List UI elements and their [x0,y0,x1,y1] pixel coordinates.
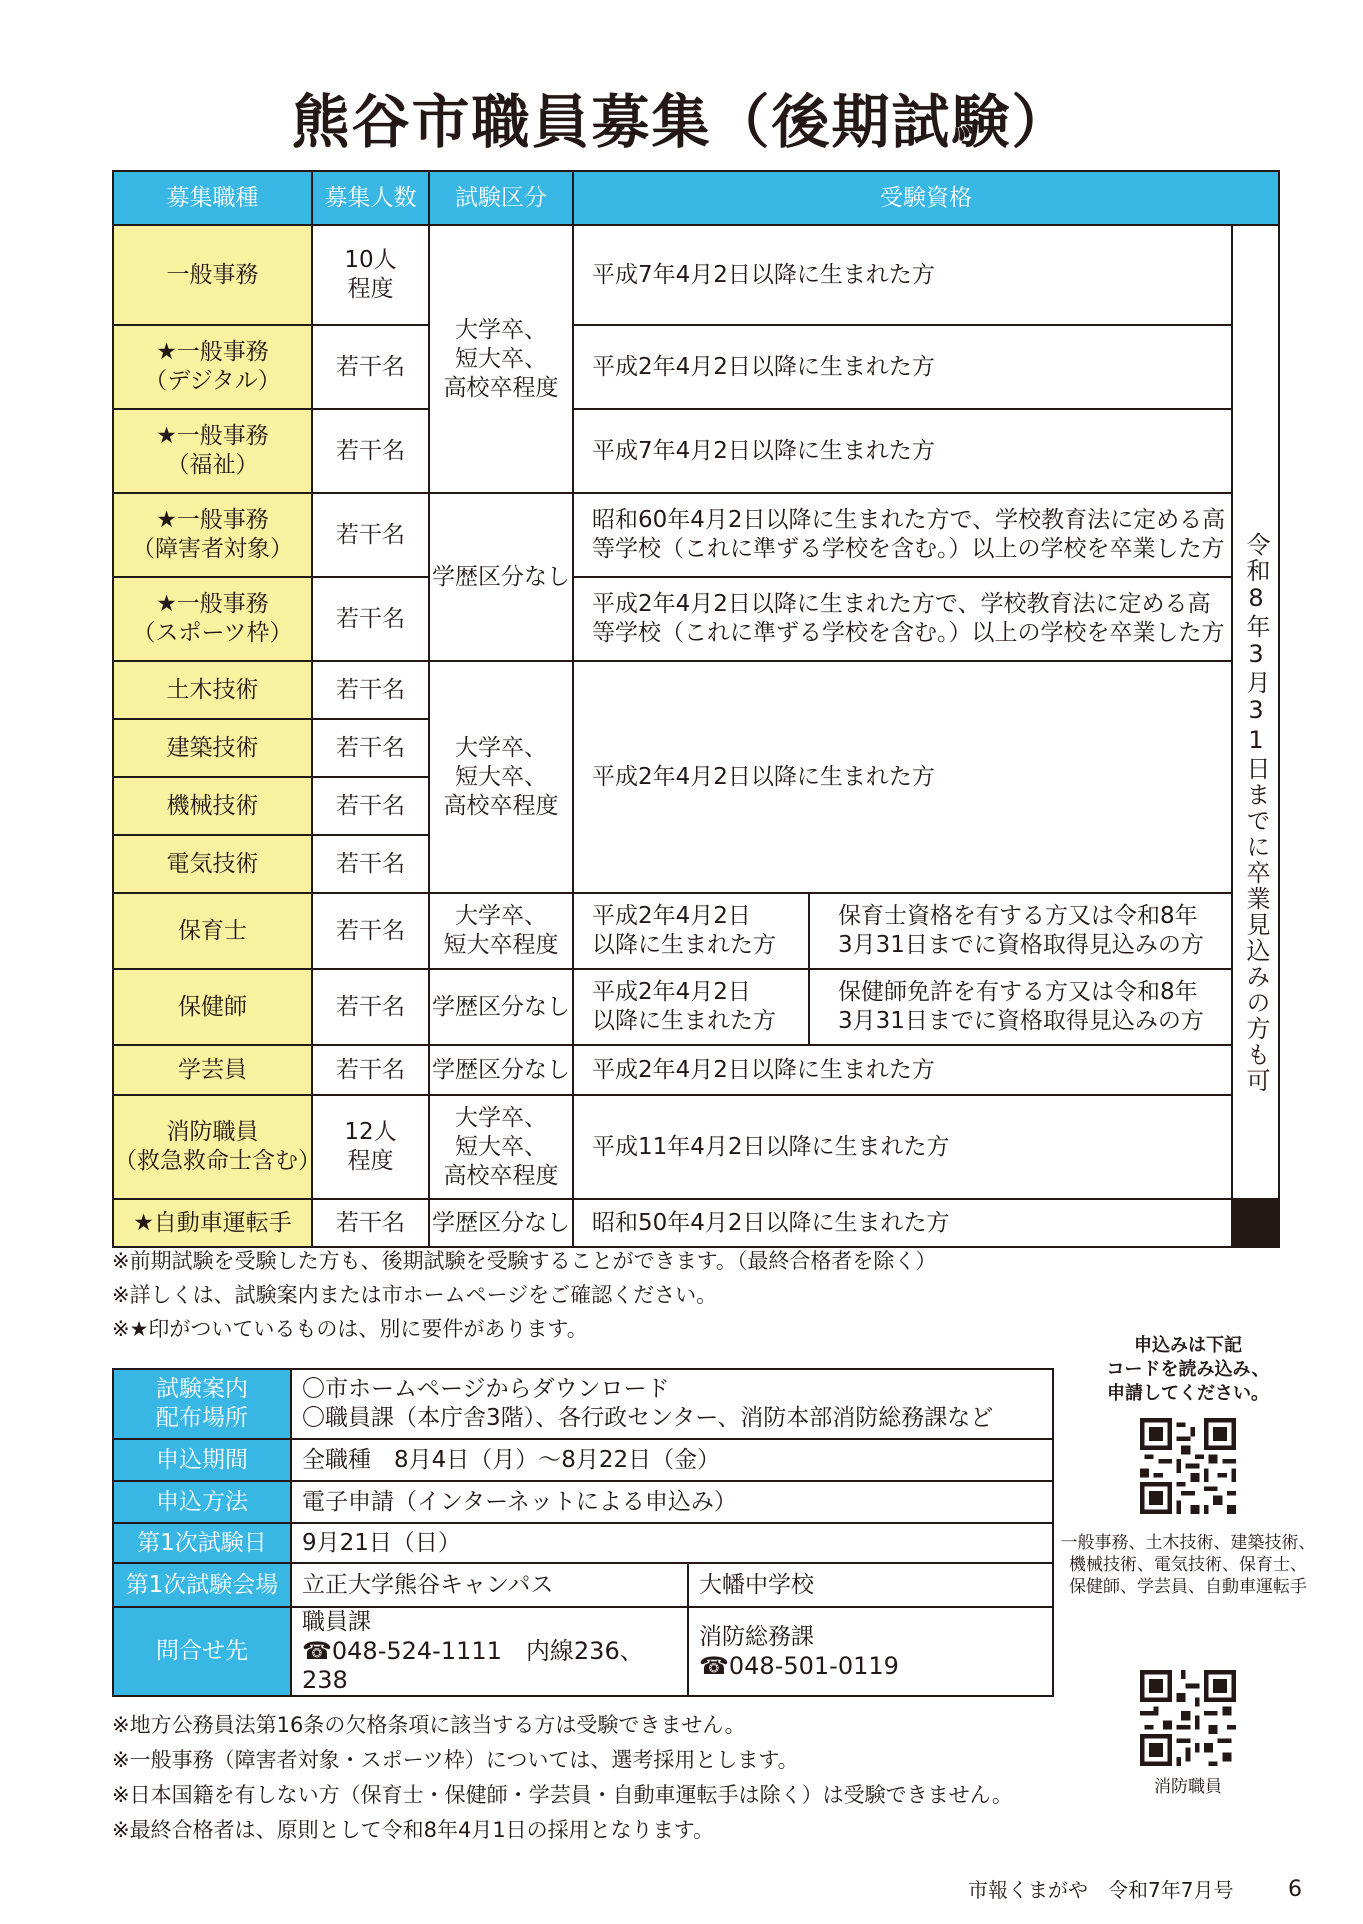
job-count: 若干名 [312,719,429,777]
note-line: ※最終合格者は、原則として令和8年4月1日の採用となります。 [112,1818,714,1842]
job-count: 若干名 [312,409,429,493]
table-row [113,325,1279,409]
job-count: 若干名 [312,969,429,1045]
qualification: 平成7年4月2日以降に生まれた方 [573,225,1232,325]
contact-2 [688,1607,1053,1696]
page-title: 熊谷市職員募集（後期試験） [291,88,1072,156]
qualification: 昭和50年4月2日以降に生まれた方 [573,1199,1232,1247]
venue-1: 立正大学熊谷キャンパス [291,1563,688,1607]
contact-2-name: 消防総務課 [699,1623,814,1650]
job-count: 12人 程度 [312,1095,429,1199]
exam-division: 学歴区分なし [429,1199,573,1247]
note-line: ※★印がついているものは、別に要件があります。 [112,1317,588,1341]
venue-label: 第1次試験会場 [113,1563,291,1607]
note-line: ※地方公務員法第16条の欠格条項に該当する方は受験できません。 [112,1713,746,1737]
job-count: 10人 程度 [312,225,429,325]
job-name: ★一般事務 （福祉） [113,409,312,493]
header-division: 試験区分 [429,171,573,225]
side-note-end-block [1232,1199,1279,1247]
qr-intro: 申込みは下記 コードを読み込み、 申請してください。 [1106,1335,1270,1404]
period-label: 申込期間 [113,1439,291,1481]
job-count: 若干名 [312,1045,429,1095]
qualification: 平成2年4月2日 以降に生まれた方 [573,893,809,969]
table-row [113,225,1279,325]
qualification: 平成2年4月2日 以降に生まれた方 [573,969,809,1045]
job-name: 機械技術 [113,777,312,835]
table-row [113,409,1279,493]
job-name: 保健師 [113,969,312,1045]
table-row [113,969,1279,1045]
exam-division: 大学卒、 短大卒、 高校卒程度 [429,661,573,893]
table-row [113,1095,1279,1199]
job-count: 若干名 [312,835,429,893]
exam-division: 大学卒、 短大卒程度 [429,893,573,969]
job-name: 土木技術 [113,661,312,719]
job-count: 若干名 [312,1199,429,1247]
license-requirement: 保健師免許を有する方又は令和8年 3月31日までに資格取得見込みの方 [809,969,1232,1045]
job-name: 保育士 [113,893,312,969]
job-name: 消防職員 （救急救命士含む） [113,1095,312,1199]
qualification: 平成2年4月2日以降に生まれた方 [573,325,1232,409]
table-row [113,493,1279,577]
period-value: 全職種 8月4日（月）～8月22日（金） [291,1439,1053,1481]
job-name: 学芸員 [113,1045,312,1095]
job-name: ★一般事務 （スポーツ枠） [113,577,312,661]
application-info-table [112,1368,1054,1697]
job-count: 若干名 [312,493,429,577]
job-name: 電気技術 [113,835,312,893]
note-line: ※日本国籍を有しない方（保育士・保健師・学芸員・自動車運転手は除く）は受験できません。 [112,1783,1013,1807]
guide-label: 試験案内 配布場所 [113,1369,291,1439]
contact-1 [291,1607,688,1696]
job-name: ★自動車運転手 [113,1199,312,1247]
exam-division: 学歴区分なし [429,969,573,1045]
footer-publication: 市報くまがや 令和7年7月号 [968,1878,1234,1902]
qualification: 平成2年4月2日以降に生まれた方で、学校教育法に定める高等学校（これに準ずる学校を含む。）以上の学校を卒業した方 [573,577,1232,661]
table-header-row [113,171,1279,225]
venue-2: 大幡中学校 [688,1563,1053,1607]
guide-value: 〇市ホームページからダウンロード 〇職員課（本庁舎3階）、各行政センター、消防本部消防総務課など [291,1369,1053,1439]
qr-code-fire-icon[interactable] [1140,1670,1236,1766]
table-row [113,1199,1279,1247]
note-line: ※一般事務（障害者対象・スポーツ枠）については、選考採用とします。 [112,1748,799,1772]
header-count: 募集人数 [312,171,429,225]
exam-date-label: 第1次試験日 [113,1523,291,1563]
recruitment-table [112,170,1280,1248]
page-number: 6 [1288,1877,1302,1902]
qualification: 平成7年4月2日以降に生まれた方 [573,409,1232,493]
table-row [113,661,1279,719]
job-count: 若干名 [312,661,429,719]
table-row [113,577,1279,661]
exam-division: 大学卒、 短大卒、 高校卒程度 [429,1095,573,1199]
exam-division: 大学卒、 短大卒、 高校卒程度 [429,225,573,493]
contact-1-name: 職員課 [302,1609,371,1635]
table-row [113,893,1279,969]
qualification: 平成2年4月2日以降に生まれた方 [573,1045,1232,1095]
header-job: 募集職種 [113,171,312,225]
qr-caption-fire: 消防職員 [1154,1777,1222,1797]
job-name: ★一般事務 （デジタル） [113,325,312,409]
qualification: 平成11年4月2日以降に生まれた方 [573,1095,1232,1199]
exam-division: 学歴区分なし [429,1045,573,1095]
qr-caption-general: 一般事務、土木技術、建築技術、 機械技術、電気技術、保育士、 保健師、学芸員、自動車運転手 [1060,1533,1316,1597]
contact-2-tel: ☎048-501-0119 [699,1651,899,1680]
note-line: ※前期試験を受験した方も、後期試験を受験することができます。（最終合格者を除く） [112,1249,937,1273]
job-count: 若干名 [312,325,429,409]
job-count: 若干名 [312,577,429,661]
qualification: 昭和60年4月2日以降に生まれた方で、学校教育法に定める高等学校（これに準ずる学校を含む。）以上の学校を卒業した方 [573,493,1232,577]
header-qualification: 受験資格 [573,171,1279,225]
exam-division: 学歴区分なし [429,493,573,661]
qr-code-general-icon[interactable] [1140,1418,1236,1514]
job-name: 建築技術 [113,719,312,777]
note-line: ※詳しくは、試験案内または市ホームページをご確認ください。 [112,1283,718,1307]
job-count: 若干名 [312,777,429,835]
method-value: 電子申請（インターネットによる申込み） [291,1481,1053,1523]
method-label: 申込方法 [113,1481,291,1523]
contact-1-tel: ☎048-524-1111 内線236、238 [302,1637,644,1694]
job-name: ★一般事務 （障害者対象） [113,493,312,577]
exam-date-value: 9月21日（日） [291,1523,1053,1563]
license-requirement: 保育士資格を有する方又は令和8年 3月31日までに資格取得見込みの方 [809,893,1232,969]
qualification: 平成2年4月2日以降に生まれた方 [573,661,1232,893]
table-row [113,1045,1279,1095]
graduation-side-note: 令和8年3月31日までに卒業見込みの方も可 [1232,225,1279,1199]
job-count: 若干名 [312,893,429,969]
contact-label: 問合せ先 [113,1607,291,1696]
job-name: 一般事務 [113,225,312,325]
